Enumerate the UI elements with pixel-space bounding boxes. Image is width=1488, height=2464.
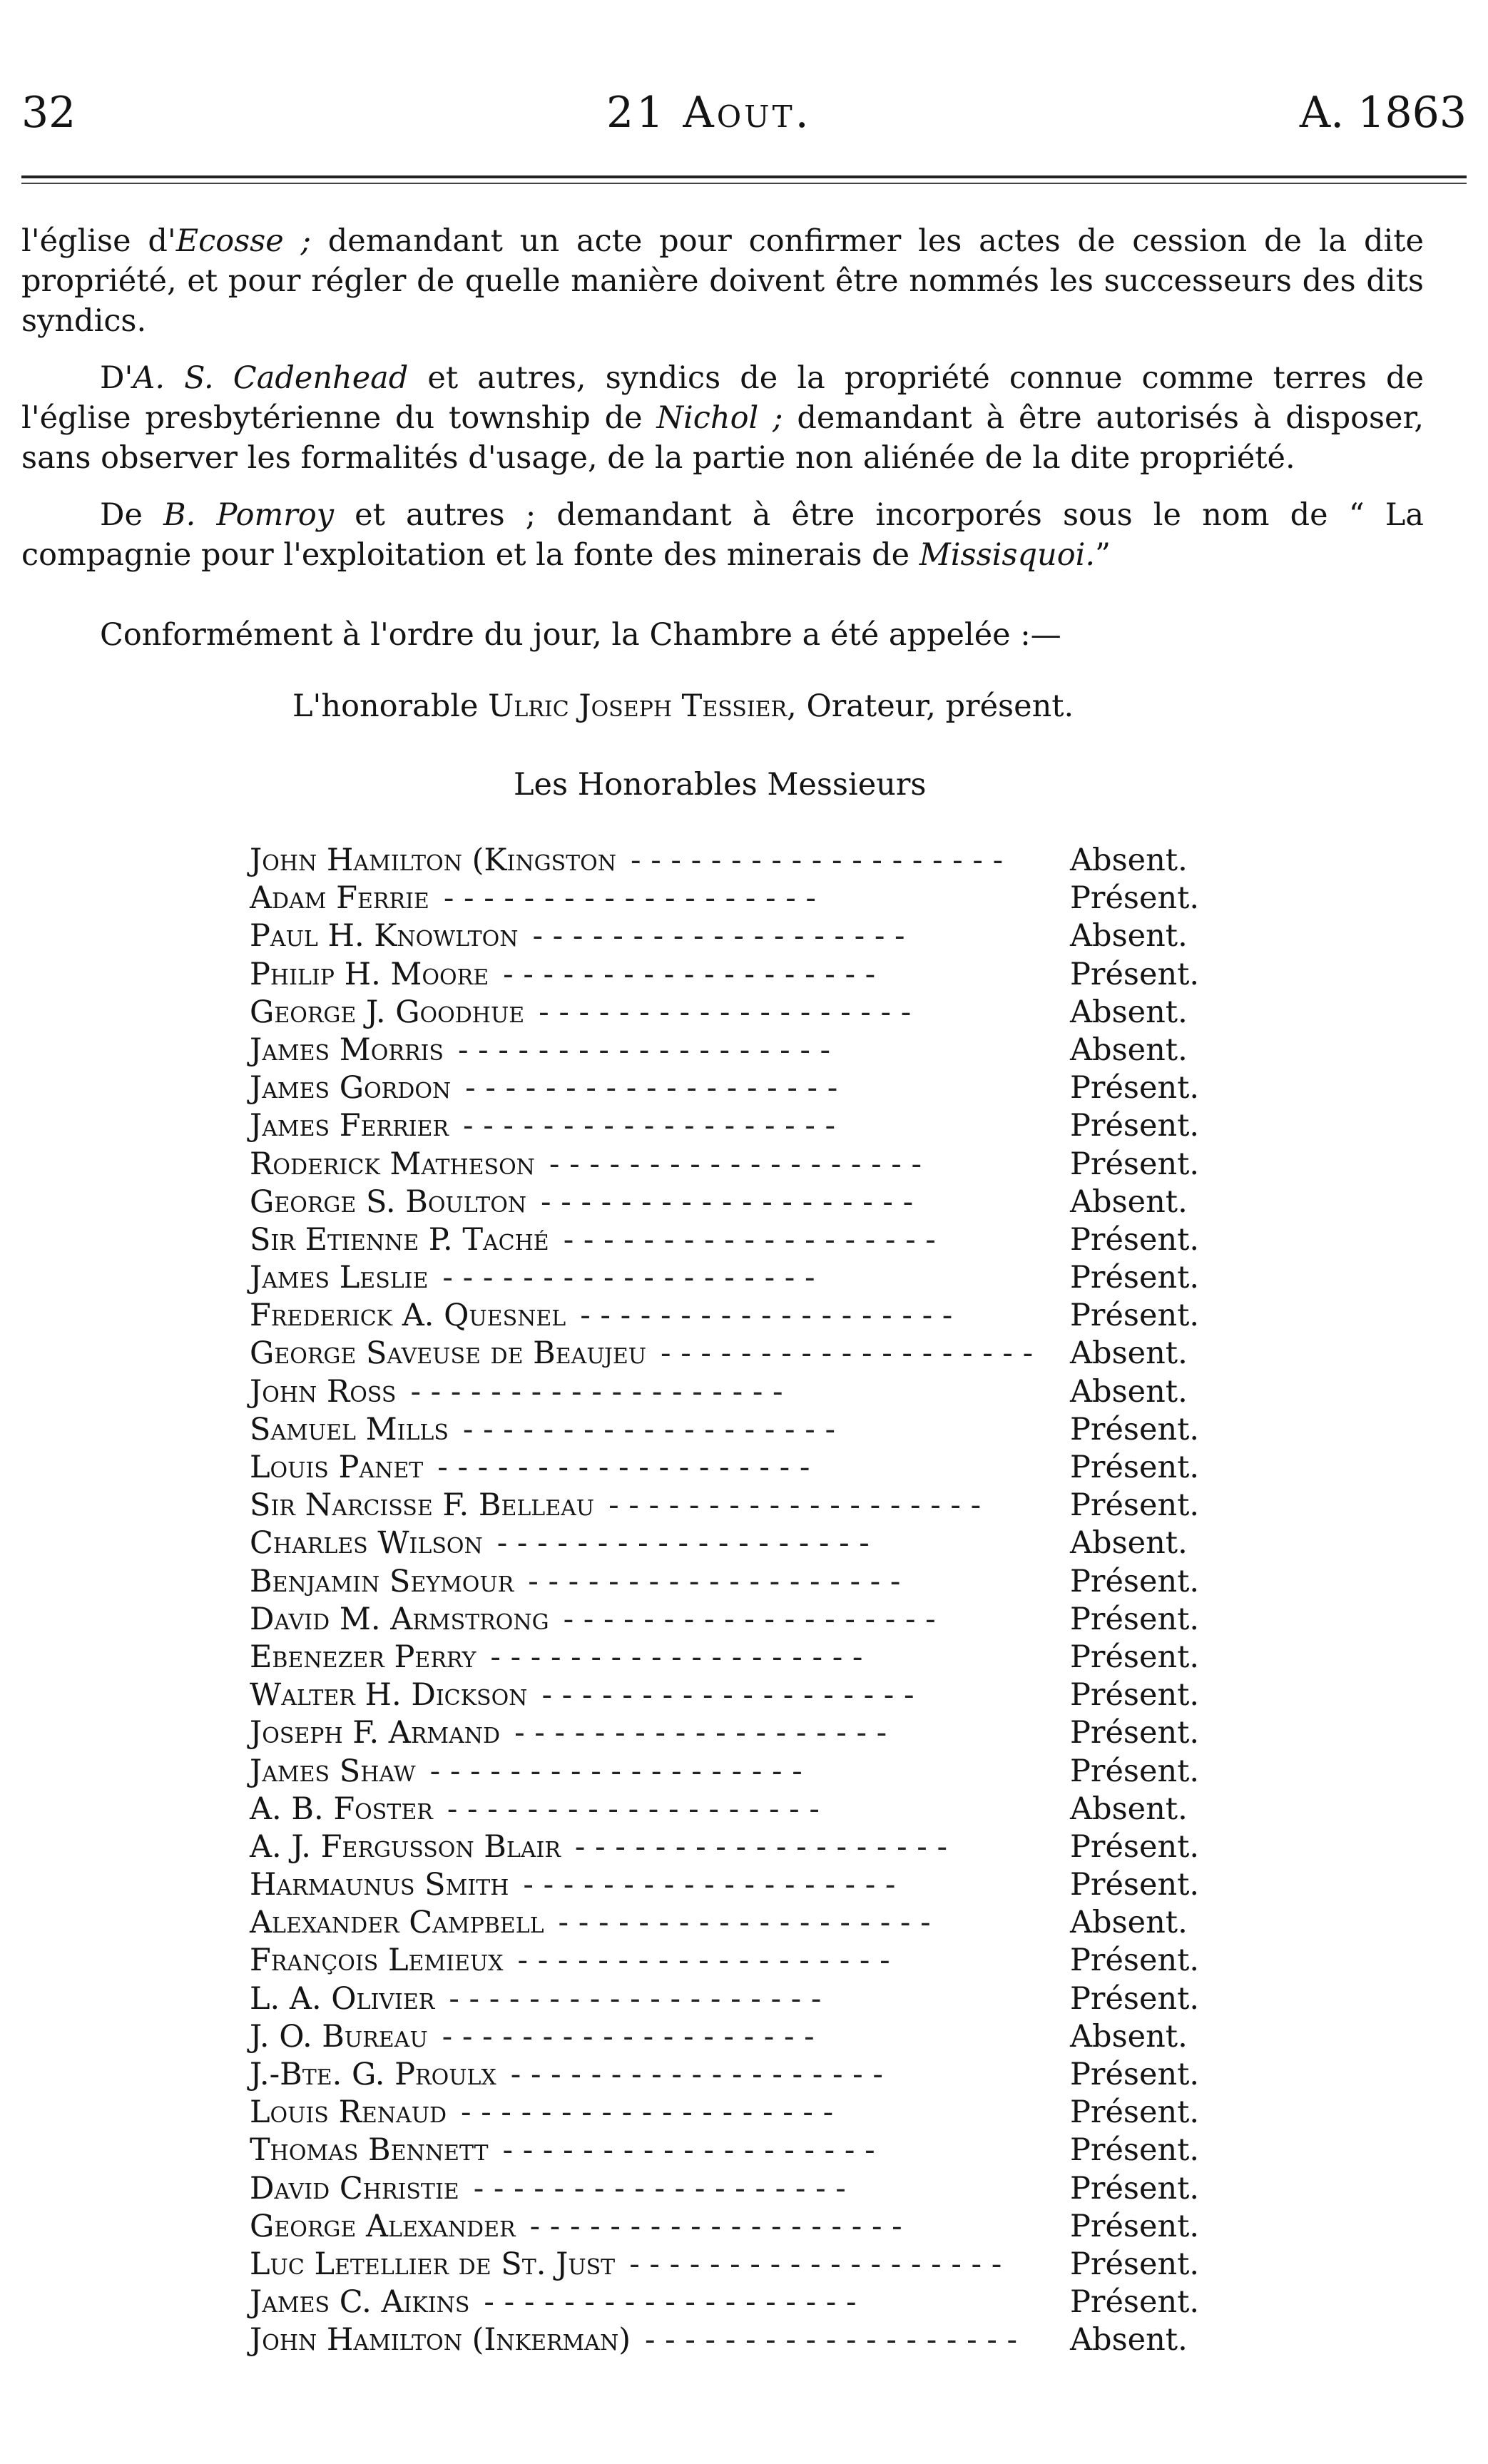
member-name: James Gordon (250, 1070, 452, 1106)
member-name: A. B. Foster (250, 1791, 433, 1827)
roll-row (250, 1639, 1213, 1676)
roll-row (250, 1069, 1213, 1107)
member-status: Présent. (1070, 1260, 1200, 1296)
roll-row (250, 1524, 1213, 1562)
member-status: Présent. (1070, 2208, 1200, 2244)
roll-row (250, 2208, 1213, 2246)
member-name: George J. Goodhue (250, 994, 525, 1030)
member-status: Absent. (1070, 1183, 1188, 1220)
member-status: Absent. (1070, 1335, 1188, 1372)
member-name: Sir Narcisse F. Belleau (250, 1487, 595, 1524)
p3-italic-name: B. Pomroy (163, 497, 335, 533)
member-status: Présent. (1070, 2170, 1200, 2206)
member-name: John Ross (250, 1373, 397, 1410)
leader-dashes: - - - - - - - - - - - - - - - - - - - (462, 1411, 835, 1447)
member-name: L. A. Olivier (250, 1980, 435, 2017)
paragraph-3 (21, 495, 1424, 575)
leader-dashes: - - - - - - - - - - - - - - - - - - - (490, 1639, 863, 1675)
speaker-name: Ulric Joseph Tessier (488, 688, 788, 724)
member-name: John Hamilton (Inkerman) (250, 2322, 631, 2358)
roll-row (250, 1335, 1213, 1373)
p2-text-e: demandant à être autorisés à disposer, sans observer les formalités d'usage, de la partie non aliénée de la dite propriété. (21, 400, 1425, 476)
leader-dashes: - - - - - - - - - - - - - - - - - - - (644, 2322, 1018, 2358)
member-name: Thomas Bennett (250, 2132, 489, 2169)
member-name: Charles Wilson (250, 1525, 483, 1562)
member-status: Présent. (1070, 1867, 1200, 1903)
member-status: Absent. (1070, 2018, 1188, 2055)
member-name: Philip H. Moore (250, 956, 489, 992)
leader-dashes: - - - - - - - - - - - - - - - - - - - (541, 1183, 914, 1220)
roll-row (250, 880, 1213, 917)
member-name: George Saveuse de Beaujeu (250, 1335, 647, 1372)
p1-text-a: l'église d' (21, 223, 176, 259)
member-status: Présent. (1070, 2094, 1200, 2131)
leader-dashes: - - - - - - - - - - - - - - - - - - - (461, 2094, 834, 2131)
roll-row (250, 1904, 1213, 1942)
roll-row (250, 842, 1213, 880)
leader-dashes: - - - - - - - - - - - - - - - - - - - (443, 880, 816, 917)
member-status: Présent. (1070, 1980, 1200, 2017)
roll-row (250, 1676, 1213, 1714)
member-name: James Morris (250, 1032, 444, 1068)
paragraph-2 (21, 358, 1424, 478)
member-name: Frederick A. Quesnel (250, 1298, 566, 1334)
member-name: Louis Renaud (250, 2094, 447, 2131)
member-status: Présent. (1070, 2246, 1200, 2282)
member-name: Roderick Matheson (250, 1146, 535, 1182)
roll-row (250, 2018, 1213, 2056)
member-name: George S. Boulton (250, 1183, 527, 1220)
p2-text-c: et autres, syndics de la propriété connue comme terres de l'église presbytérienne du township de (21, 360, 1424, 436)
leader-dashes: - - - - - - - - - - - - - - - - - - - (574, 1828, 948, 1865)
member-status: Présent. (1070, 1108, 1200, 1144)
member-name: Alexander Campbell (250, 1905, 544, 1941)
leader-dashes: - - - - - - - - - - - - - - - - - - - (442, 2018, 815, 2055)
p2-italic-name: A. S. Cadenhead (133, 360, 409, 396)
member-name: David M. Armstrong (250, 1601, 549, 1637)
roll-row (250, 1221, 1213, 1259)
roll-row (250, 1753, 1213, 1791)
leader-dashes: - - - - - - - - - - - - - - - - - - - (529, 2208, 902, 2244)
member-status: Présent. (1070, 1601, 1200, 1637)
roll-row (250, 2246, 1213, 2284)
leader-dashes: - - - - - - - - - - - - - - - - - - - (532, 918, 905, 954)
member-status: Présent. (1070, 1146, 1200, 1182)
honorables-heading: Les Honorables Messieurs (514, 767, 927, 803)
leader-dashes: - - - - - - - - - - - - - - - - - - - (661, 1335, 1034, 1372)
roll-row (250, 2056, 1213, 2094)
page-date: 21 Aout. (606, 88, 812, 138)
leader-dashes: - - - - - - - - - - - - - - - - - - - (523, 1867, 896, 1903)
member-status: Absent. (1070, 842, 1188, 878)
member-name: François Lemieux (250, 1943, 504, 1979)
roll-row (250, 917, 1213, 955)
leader-dashes: - - - - - - - - - - - - - - - - - - - (473, 2170, 846, 2206)
roll-row (250, 1297, 1213, 1335)
member-name: James Leslie (250, 1260, 429, 1296)
roll-row (250, 1183, 1213, 1221)
member-status: Absent. (1070, 1525, 1188, 1562)
speaker-line (292, 686, 1074, 726)
leader-dashes: - - - - - - - - - - - - - - - - - - - (580, 1298, 953, 1334)
roll-row (250, 956, 1213, 994)
p3-text-a: De (100, 497, 164, 533)
page-number: 32 (21, 88, 76, 138)
leader-dashes: - - - - - - - - - - - - - - - - - - - (437, 1450, 810, 1485)
roll-call-intro: Conformément à l'ordre du jour, la Chambre a été appelée :— (100, 617, 1061, 653)
member-status: Présent. (1070, 1411, 1200, 1447)
member-name: John Hamilton (Kingston (250, 842, 617, 878)
page-year: A. 1863 (1299, 88, 1467, 138)
leader-dashes: - - - - - - - - - - - - - - - - - - - (429, 1753, 802, 1789)
leader-dashes: - - - - - - - - - - - - - - - - - - - (484, 2284, 857, 2321)
leader-dashes: - - - - - - - - - - - - - - - - - - - (442, 1260, 815, 1296)
member-status: Présent. (1070, 1221, 1200, 1258)
page-header (21, 77, 1467, 148)
member-status: Absent. (1070, 1905, 1188, 1941)
member-name: A. J. Fergusson Blair (250, 1828, 561, 1865)
member-status: Présent. (1070, 1487, 1200, 1524)
roll-row (250, 2094, 1213, 2132)
roll-row (250, 1487, 1213, 1524)
roll-row (250, 1942, 1213, 1980)
member-status: Présent. (1070, 1298, 1200, 1334)
leader-dashes: - - - - - - - - - - - - - - - - - - - (539, 994, 912, 1030)
leader-dashes: - - - - - - - - - - - - - - - - - - - (514, 1715, 887, 1751)
member-status: Absent. (1070, 918, 1188, 954)
p3-text-e: ” (1095, 537, 1111, 573)
member-status: Présent. (1070, 880, 1200, 917)
member-status: Présent. (1070, 2057, 1200, 2092)
leader-dashes: - - - - - - - - - - - - - - - - - - - (563, 1221, 936, 1258)
leader-dashes: - - - - - - - - - - - - - - - - - - - (563, 1601, 936, 1637)
member-name: Paul H. Knowlton (250, 918, 519, 954)
leader-dashes: - - - - - - - - - - - - - - - - - - - (457, 1032, 831, 1068)
p3-italic-place: Missisquoi. (919, 537, 1096, 573)
member-status: Présent. (1070, 1715, 1200, 1751)
roll-row (250, 2170, 1213, 2208)
member-status: Absent. (1070, 1791, 1188, 1827)
header-rule-thick (21, 175, 1467, 178)
member-status: Présent. (1070, 1753, 1200, 1789)
roll-row (250, 1411, 1213, 1449)
member-status: Présent. (1070, 1828, 1200, 1865)
member-name: David Christie (250, 2170, 459, 2206)
p1-italic: Ecosse ; (175, 223, 311, 259)
member-status: Présent. (1070, 1677, 1200, 1714)
roll-row (250, 1791, 1213, 1828)
roll-row (250, 2284, 1213, 2321)
roll-row (250, 1449, 1213, 1487)
member-status: Absent. (1070, 1373, 1188, 1410)
member-name: George Alexander (250, 2208, 516, 2244)
leader-dashes: - - - - - - - - - - - - - - - - - - - (517, 1943, 890, 1979)
member-status: Absent. (1070, 994, 1188, 1030)
leader-dashes: - - - - - - - - - - - - - - - - - - - (465, 1070, 838, 1106)
leader-dashes: - - - - - - - - - - - - - - - - - - - (463, 1108, 836, 1144)
leader-dashes: - - - - - - - - - - - - - - - - - - - (496, 1525, 870, 1562)
roll-row (250, 994, 1213, 1032)
member-status: Présent. (1070, 1450, 1200, 1485)
speaker-prefix: L'honorable (292, 688, 489, 724)
leader-dashes: - - - - - - - - - - - - - - - - - - - (549, 1146, 922, 1182)
member-name: Adam Ferrie (250, 880, 429, 917)
roll-row (250, 1980, 1213, 2018)
member-name: J. O. Bureau (250, 2018, 428, 2055)
member-name: James Ferrier (250, 1108, 449, 1144)
member-status: Présent. (1070, 956, 1200, 992)
p2-text-a: D' (100, 360, 133, 396)
petitions-body (21, 221, 1424, 592)
leader-dashes: - - - - - - - - - - - - - - - - - - - (503, 956, 876, 992)
roll-row (250, 1828, 1213, 1866)
member-name: Harmaunus Smith (250, 1867, 509, 1903)
leader-dashes: - - - - - - - - - - - - - - - - - - - (528, 1563, 901, 1599)
p1-text-c: demandant un acte pour confirmer les actes de cession de la dite propriété, et pour régler de quelle manière doivent être nommés les successeurs des dits syndics. (21, 223, 1424, 339)
leader-dashes: - - - - - - - - - - - - - - - - - - - (410, 1373, 783, 1410)
member-name: Louis Panet (250, 1450, 424, 1485)
roll-row (250, 1866, 1213, 1904)
roll-call-list (250, 842, 1213, 2360)
roll-row (250, 1601, 1213, 1639)
member-status: Présent. (1070, 1563, 1200, 1599)
member-name: Walter H. Dickson (250, 1677, 528, 1714)
member-name: J.-Bte. G. Proulx (250, 2057, 496, 2092)
roll-row (250, 2321, 1213, 2359)
member-status: Présent. (1070, 1639, 1200, 1675)
p2-italic-place: Nichol ; (656, 400, 783, 436)
roll-row (250, 1373, 1213, 1411)
member-name: Joseph F. Armand (250, 1715, 501, 1751)
leader-dashes: - - - - - - - - - - - - - - - - - - - (608, 1487, 982, 1524)
member-status: Présent. (1070, 2132, 1200, 2169)
member-name: James Shaw (250, 1753, 416, 1789)
member-name: Luc Letellier de St. Just (250, 2246, 616, 2282)
member-name: Benjamin Seymour (250, 1563, 514, 1599)
member-status: Présent. (1070, 2284, 1200, 2321)
leader-dashes: - - - - - - - - - - - - - - - - - - - (502, 2132, 875, 2169)
leader-dashes: - - - - - - - - - - - - - - - - - - - (631, 842, 1004, 878)
roll-row (250, 1146, 1213, 1183)
member-status: Absent. (1070, 2322, 1188, 2358)
roll-row (250, 1714, 1213, 1752)
member-name: Sir Etienne P. Taché (250, 1221, 549, 1258)
member-status: Présent. (1070, 1943, 1200, 1979)
header-rule-thin (21, 183, 1467, 184)
speaker-suffix: , Orateur, présent. (787, 688, 1074, 724)
leader-dashes: - - - - - - - - - - - - - - - - - - - (558, 1905, 931, 1941)
roll-row (250, 1563, 1213, 1601)
leader-dashes: - - - - - - - - - - - - - - - - - - - (541, 1677, 914, 1714)
leader-dashes: - - - - - - - - - - - - - - - - - - - (629, 2246, 1002, 2282)
member-name: James C. Aikins (250, 2284, 470, 2321)
roll-row (250, 2132, 1213, 2169)
leader-dashes: - - - - - - - - - - - - - - - - - - - (447, 1791, 820, 1827)
member-name: Samuel Mills (250, 1411, 449, 1447)
member-name: Ebenezer Perry (250, 1639, 477, 1675)
member-status: Absent. (1070, 1032, 1188, 1068)
member-status: Présent. (1070, 1070, 1200, 1106)
roll-row (250, 1107, 1213, 1145)
roll-row (250, 1259, 1213, 1297)
leader-dashes: - - - - - - - - - - - - - - - - - - - (510, 2057, 883, 2092)
paragraph-1 (21, 221, 1424, 341)
roll-row (250, 1032, 1213, 1069)
leader-dashes: - - - - - - - - - - - - - - - - - - - (449, 1980, 822, 2017)
p3-text-c: et autres ; demandant à être incorporés sous le nom de “ La compagnie pour l'exploitation et la fonte des minerais de (21, 497, 1424, 573)
